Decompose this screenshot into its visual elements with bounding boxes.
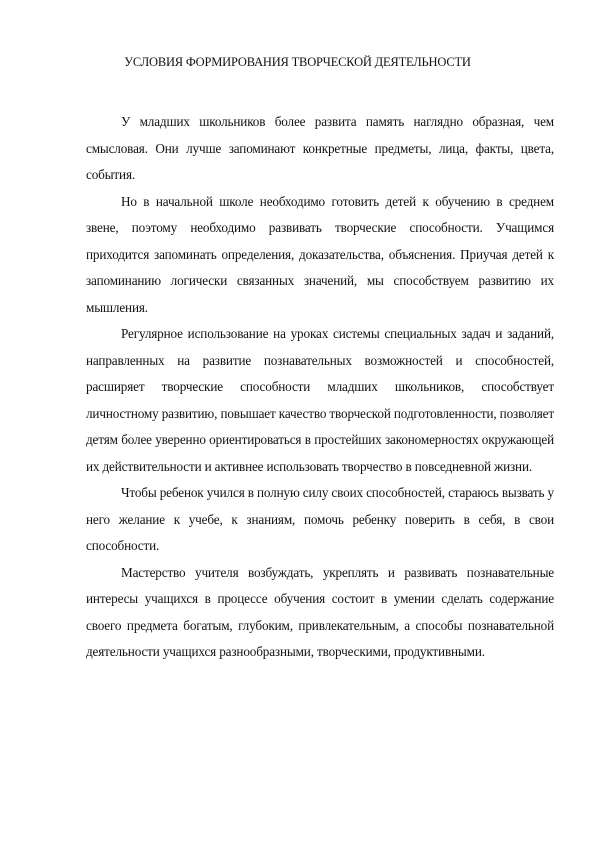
paragraph: Чтобы ребенок учился в полную силу своих способностей, стараюсь вызвать у него желание к учебе, к знаниям, помочь ребенку поверить в себя, в свои способности. (86, 485, 554, 553)
document-body (86, 109, 554, 666)
paragraph: Мастерство учителя возбуждать, укреплять и развивать познавательные интересы учащихся в процессе обучения состоит в умении сделать содержание своего предмета богатым, глубоким, привлекательным, а способы познавательной деятельности учащихся разнообразными, творческими, продуктивными. (86, 564, 554, 659)
paragraph: Но в начальной школе необходимо готовить детей к обучению в среднем звене, поэтому необходимо развивать творческие способности. Учащимся приходится запоминать определения, доказательства, объяснения. Приучая детей к запоминанию логически связанных значений, мы способствуем развитию их мышления. (86, 193, 554, 315)
paragraph: У младших школьников более развита память наглядно образная, чем смысловая. Они лучше запоминают конкретные предметы, лица, факты, цвета, события. (86, 114, 554, 182)
paragraph: Регулярное использование на уроках системы специальных задач и заданий, направленных на развитие познавательных возможностей и способностей, расширяет творческие способности младших школьников, способствует личностному развитию, повышает качество творческой подготовленности, позволяет детям более уверенно ориентироваться в простейших закономерностях окружающей их действительности и активнее использовать творчество в повседневной жизни. (86, 326, 554, 474)
document-title: УСЛОВИЯ ФОРМИРОВАНИЯ ТВОРЧЕСКОЙ ДЕЯТЕЛЬНОСТИ (124, 55, 471, 69)
